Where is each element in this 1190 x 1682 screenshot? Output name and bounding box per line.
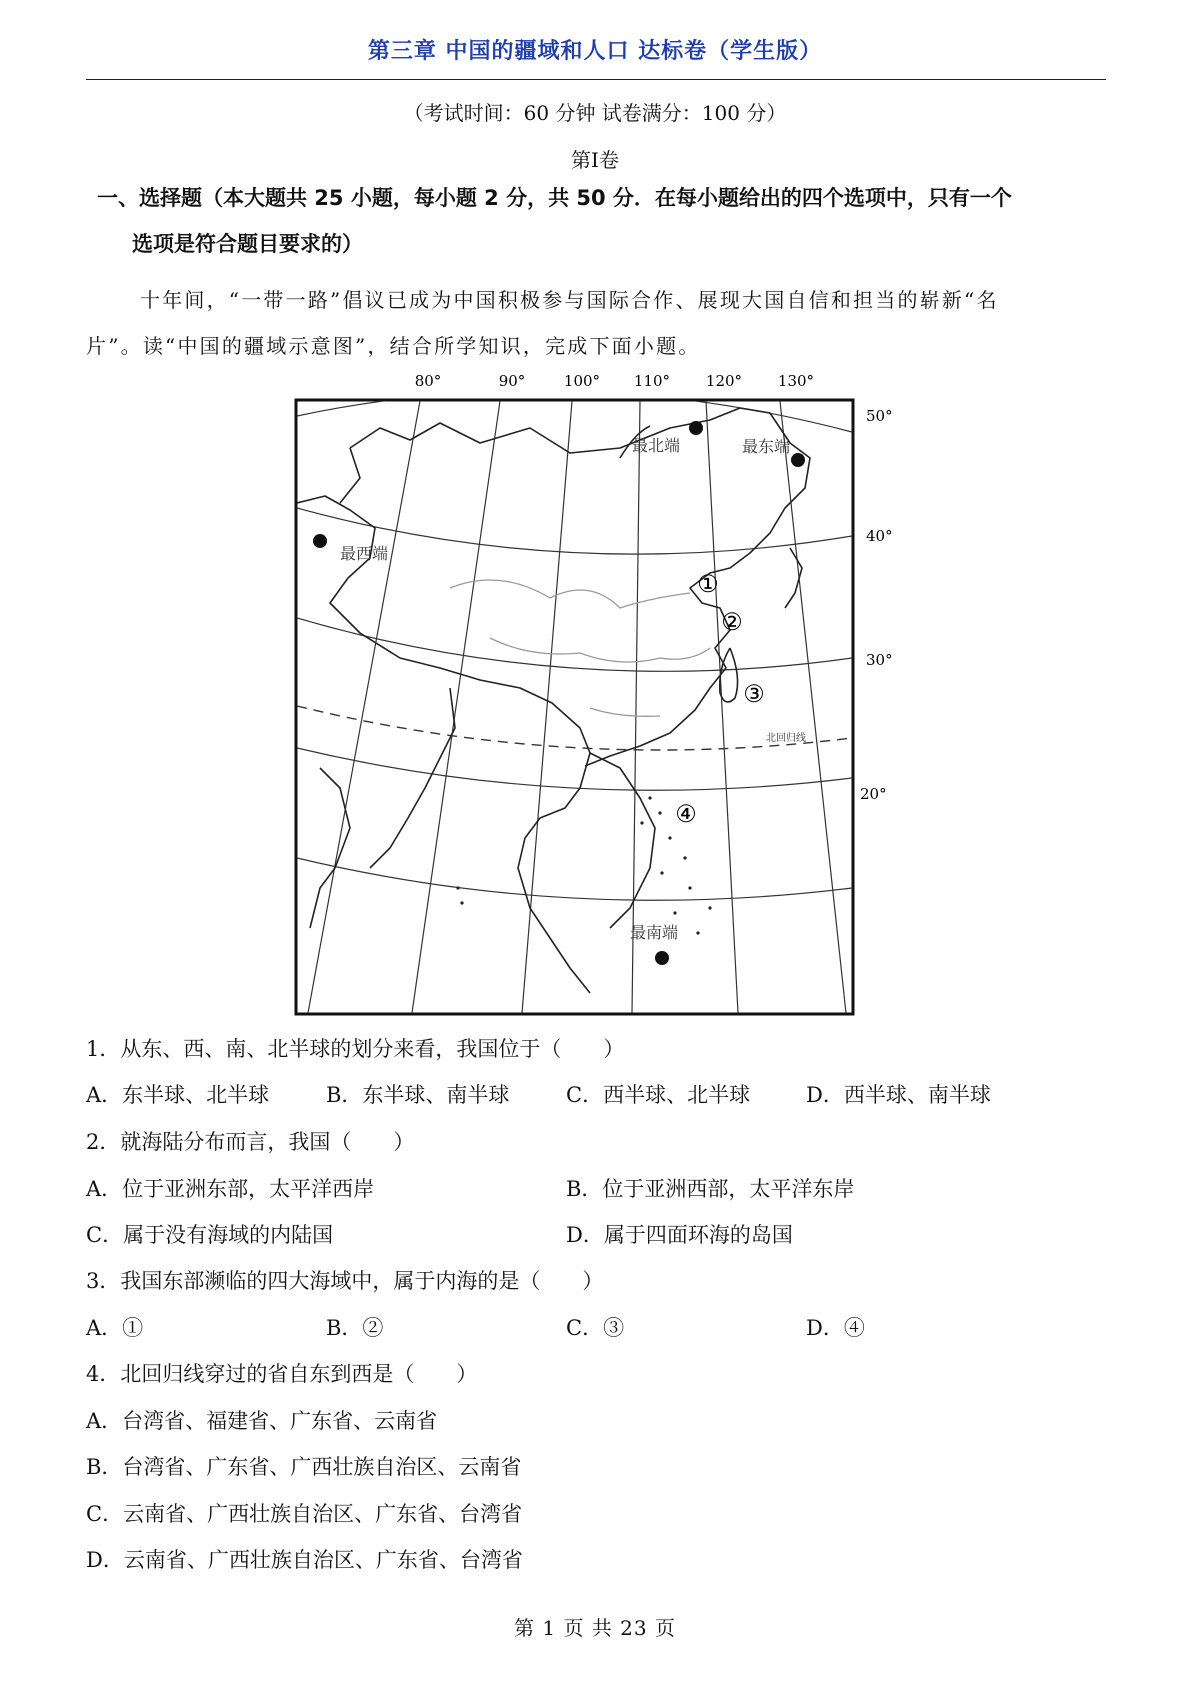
q4-option-c[interactable]: C．云南省、广西壮族自治区、广东省、台湾省 <box>86 1502 523 1526</box>
document-title: 第三章 中国的疆域和人口 达标卷（学生版） <box>367 39 823 64</box>
north-point-dot <box>689 421 703 435</box>
west-point-dot <box>313 534 327 548</box>
question-3-stem: 3．我国东部濒临的四大海域中，属于内海的是（ ） <box>86 1269 604 1293</box>
east-point-dot <box>791 453 805 467</box>
q1-option-d[interactable]: D．西半球、南半球 <box>806 1083 991 1107</box>
q4-option-a[interactable]: A．台湾省、福建省、广东省、云南省 <box>86 1409 438 1433</box>
q4-option-d[interactable]: D．云南省、广西壮族自治区、广东省、台湾省 <box>86 1548 523 1572</box>
lon-label-120: 120° <box>705 372 743 390</box>
lat-label-20: 20° <box>860 785 887 803</box>
q2-option-b[interactable]: B．位于亚洲西部，太平洋东岸 <box>566 1177 855 1201</box>
west-point-label: 最西端 <box>340 544 389 563</box>
question-1-stem: 1．从东、西、南、北半球的划分来看，我国位于（ ） <box>86 1037 625 1061</box>
lon-label-80: 80° <box>414 372 442 390</box>
east-point-label: 最东端 <box>742 437 791 456</box>
question-2-stem: 2．就海陆分布而言，我国（ ） <box>86 1130 415 1154</box>
q1-option-a[interactable]: A．东半球、北半球 <box>86 1083 270 1107</box>
q2-option-c[interactable]: C．属于没有海域的内陆国 <box>86 1223 334 1247</box>
lat-label-50: 50° <box>866 407 893 425</box>
intro-line1: 十年间，“一带一路”倡议已成为中国积极参与国际合作、展现大国自信和担当的崭新“名 <box>140 288 999 312</box>
tropic-label: 北回归线 <box>766 733 806 744</box>
lon-label-100: 100° <box>563 372 601 390</box>
q3-option-d[interactable]: D．④ <box>806 1316 865 1340</box>
q1-option-c[interactable]: C．西半球、北半球 <box>566 1083 751 1107</box>
intro-line2: 片”。读“中国的疆域示意图”，结合所学知识，完成下面小题。 <box>86 334 701 358</box>
south-point-label: 最南端 <box>630 923 679 942</box>
header-divider <box>86 79 1106 80</box>
q3-option-b[interactable]: B．② <box>326 1316 384 1340</box>
q3-option-a[interactable]: A．① <box>86 1316 144 1340</box>
section-heading-line2: 选项是符合题目要求的） <box>132 232 363 256</box>
lon-label-90: 90° <box>498 372 526 390</box>
north-point-label: 最北端 <box>632 436 681 455</box>
q3-option-c[interactable]: C．③ <box>566 1316 625 1340</box>
south-point-dot <box>655 951 669 965</box>
lat-label-40: 40° <box>866 527 893 545</box>
q1-option-b[interactable]: B．东半球、南半球 <box>326 1083 510 1107</box>
q2-option-a[interactable]: A．位于亚洲东部，太平洋西岸 <box>86 1177 375 1201</box>
exam-info: （考试时间：60 分钟 试卷满分：100 分） <box>403 101 787 125</box>
lat-label-30: 30° <box>866 651 893 669</box>
question-4-stem: 4．北回归线穿过的省自东到西是（ ） <box>86 1362 478 1386</box>
section-heading-line1: 一、选择题（本大题共 25 小题，每小题 2 分，共 50 分．在每小题给出的四个选项中，只有一个 <box>97 186 1012 210</box>
q4-option-b[interactable]: B．台湾省、广东省、广西壮族自治区、云南省 <box>86 1455 522 1479</box>
page-number: 第 1 页 共 23 页 <box>514 1616 676 1640</box>
sea-marker-3: ③ <box>743 680 765 708</box>
sea-marker-4: ④ <box>675 800 697 828</box>
volume-label: 第I卷 <box>571 148 619 172</box>
lon-label-130: 130° <box>777 372 815 390</box>
lon-label-110: 110° <box>633 372 671 390</box>
q2-option-d[interactable]: D．属于四面环海的岛国 <box>566 1223 793 1247</box>
sea-marker-2: ② <box>721 608 743 636</box>
sea-marker-1: ① <box>697 570 719 598</box>
china-territory-map <box>290 368 910 1018</box>
map-frame <box>296 400 853 1014</box>
